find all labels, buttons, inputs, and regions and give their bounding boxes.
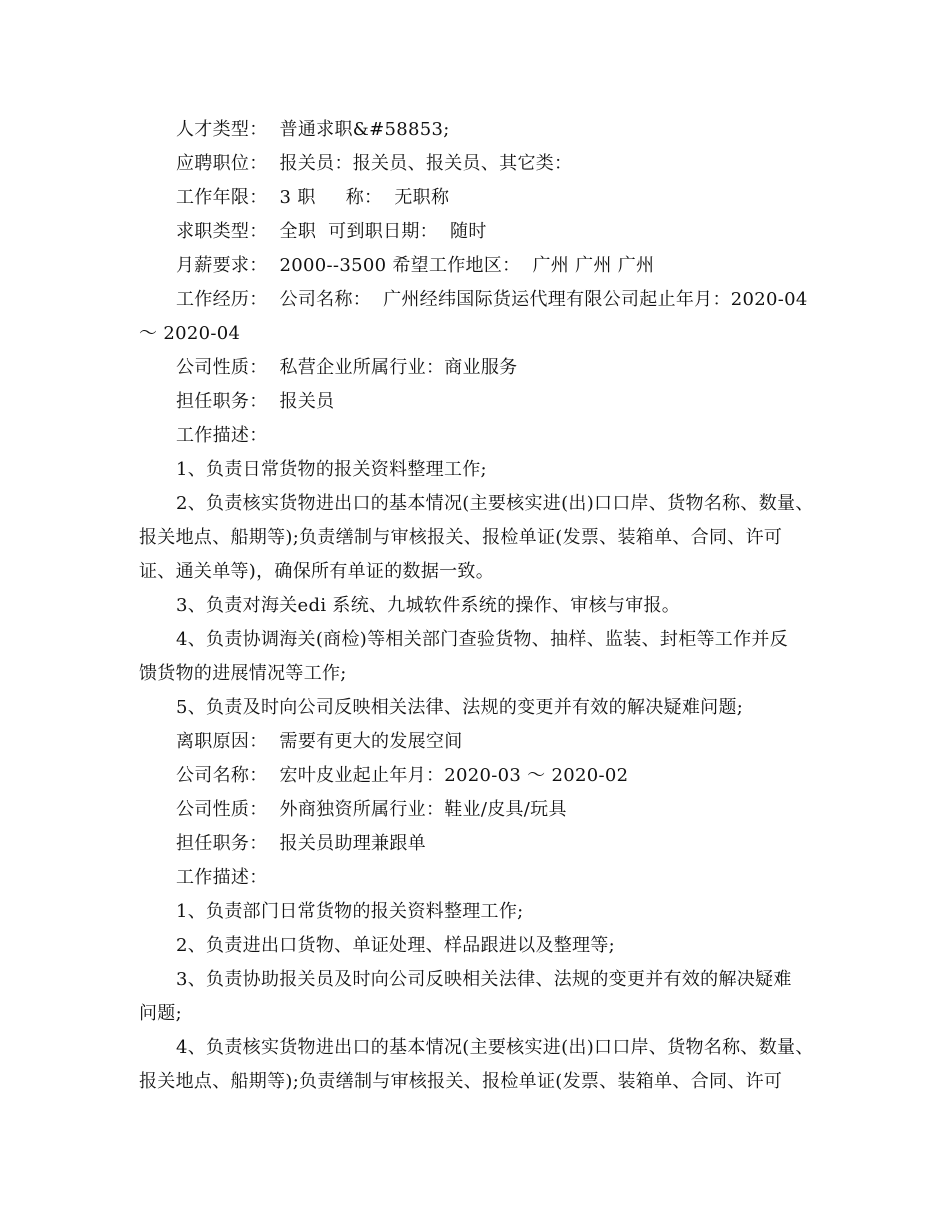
text-line: 担任职务： 报关员 [176,391,335,412]
document-body [139,113,839,1099]
text-line: 报关地点、船期等);负责缮制与审核报关、报检单证(发票、装箱单、合同、许可 [139,527,783,548]
text-line: 工作描述： [176,425,268,446]
text-line: 公司性质： 私营企业所属行业：商业服务 [176,357,518,378]
text-line: 2、负责进出口货物、单证处理、样品跟进以及整理等; [176,935,616,956]
text-line: 工作经历： 公司名称： 广州经纬国际货运代理有限公司起止年月：2020-04 [176,289,808,310]
text-line: 1、负责日常货物的报关资料整理工作; [176,459,487,480]
text-line: ～ 2020-04 [139,323,241,344]
text-line: 工作描述： [176,867,268,888]
text-line: 3、负责对海关edi 系统、九城软件系统的操作、审核与审报。 [176,595,681,616]
text-line: 证、通关单等)，确保所有单证的数据一致。 [139,561,495,582]
text-line: 担任职务： 报关员助理兼跟单 [176,833,426,854]
text-line: 4、负责协调海关(商检)等相关部门查验货物、抽样、监装、封柜等工作并反 [176,629,788,650]
text-line: 5、负责及时向公司反映相关法律、法规的变更并有效的解决疑难问题; [176,697,744,718]
text-line: 2、负责核实货物进出口的基本情况(主要核实进(出)口口岸、货物名称、数量、 [176,493,814,514]
text-line: 3、负责协助报关员及时向公司反映相关法律、法规的变更并有效的解决疑难 [176,969,792,990]
text-line: 工作年限： 3 职 称： 无职称 [176,187,450,208]
text-line: 馈货物的进展情况等工作; [139,663,347,684]
text-line: 问题; [139,1003,182,1024]
text-line: 公司性质： 外商独资所属行业：鞋业/皮具/玩具 [176,799,567,820]
text-line: 4、负责核实货物进出口的基本情况(主要核实进(出)口口岸、货物名称、数量、 [176,1037,814,1058]
text-line: 公司名称： 宏叶皮业起止年月：2020-03 ～ 2020-02 [176,765,629,786]
text-line: 离职原因： 需要有更大的发展空间 [176,731,463,752]
text-line: 应聘职位： 报关员：报关员、报关员、其它类： [176,153,573,174]
text-line: 月薪要求： 2000--3500 希望工作地区： 广州 广州 广州 [176,255,655,276]
text-line: 1、负责部门日常货物的报关资料整理工作; [176,901,524,922]
text-line: 报关地点、船期等);负责缮制与审核报关、报检单证(发票、装箱单、合同、许可 [139,1071,783,1092]
text-line: 人才类型： 普通求职&#58853; [176,119,450,140]
text-line: 求职类型： 全职 可到职日期： 随时 [176,221,487,242]
